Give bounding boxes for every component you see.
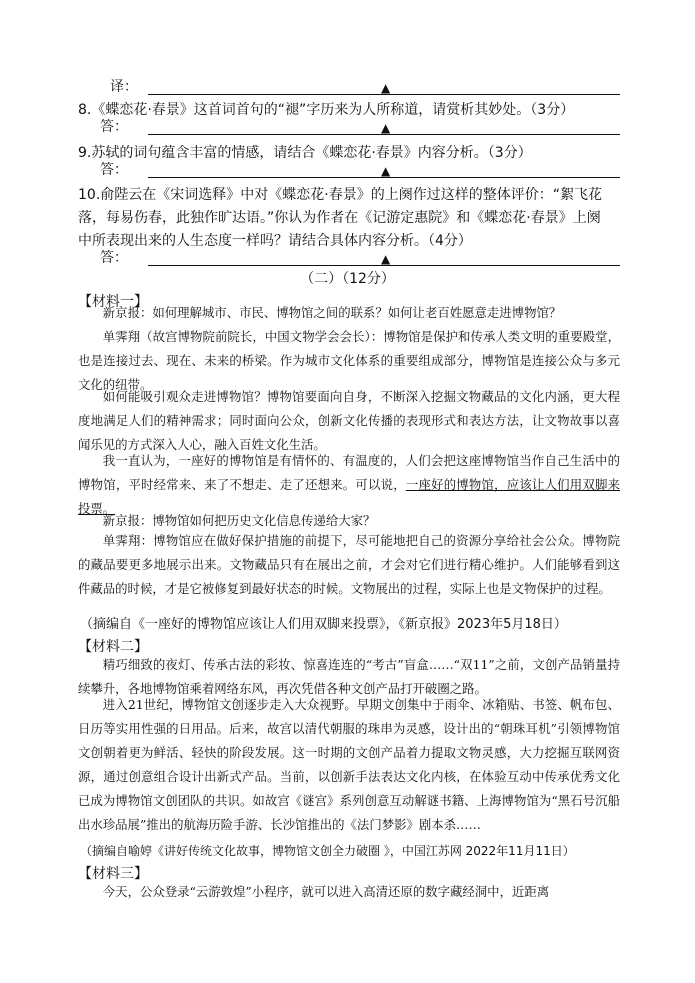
- question-8: 8.《蝶恋花·春景》这首词首句的“褪”字历来为人所称道，请赏析其妙处。（3分）: [78, 102, 575, 118]
- question-10-line-1: 10.俞陛云在《宋词选释》中对《蝶恋花·春景》的上阕作过这样的整体评价：“絮飞花: [78, 187, 602, 203]
- translate-answer-row: [100, 76, 620, 98]
- material-1-paragraph-3: 如何能吸引观众走进博物馆？博物馆要面向自身，不断深入挖掘文物藏品的文化内涵，更大程度地满足人们的精神需求；同时面向公众，创新文化传播的表现形式和表达方法，让文物故事以喜闻乐见的方式深入人心，融入百姓文化生活。: [78, 389, 620, 452]
- answer-marker-icon: ▲: [381, 252, 391, 266]
- answer-marker-icon: ▲: [381, 121, 391, 135]
- q8-answer-label: 答：: [100, 119, 128, 135]
- material-3-heading: 【材料三】: [78, 866, 148, 882]
- material-1-source: （摘编自《一座好的博物馆应该让人们用双脚来投票》，《新京报》2023年5月18日）: [80, 617, 567, 632]
- question-10-line-3: 中所表现出来的人生态度一样吗？请结合具体内容分析。（4分）: [78, 233, 472, 249]
- q10-answer-row: [100, 247, 620, 269]
- material-2-paragraph-1: 精巧细致的夜灯、传承古法的彩妆、惊喜连连的“考古”盲盒……“双11”之前，文创产品销量持续攀升，各地博物馆乘着网络东风，再次凭借各种文创产品打开破圈之路。: [78, 657, 620, 696]
- material-3-paragraph-1: 今天，公众登录“云游敦煌”小程序，就可以进入高清还原的数字藏经洞中，近距离: [102, 884, 550, 899]
- material-1-paragraph-1: 新京报：如何理解城市、市民、博物馆之间的联系？如何让老百姓愿意走进博物馆？: [102, 305, 562, 320]
- q9-answer-row: [100, 159, 620, 181]
- q10-answer-label: 答：: [100, 250, 128, 266]
- question-9: 9.苏轼的词句蕴含丰富的情感，请结合《蝶恋花·春景》内容分析。（3分）: [78, 145, 532, 161]
- material-2-paragraph-2: 进入21世纪，博物馆文创逐步走入大众视野。早期文创集中于雨伞、冰箱贴、书签、帆布包、日历等实用性强的日用品。后来，故宫以清代朝服的珠串为灵感，设计出的“朝珠耳机”引领博物馆文创朝着更为鲜活、轻快的阶段发展。这一时期的文创产品着力提取文物灵感，大力挖掘互联网资源，通过创意组合设计出新式产品。当前，以创新手法表达文化内核，在体验互动中传承优秀文化已成为博物馆文创团队的共识。如故宫《谜宫》系列创意互动解谜书籍、上海博物馆为“黑石号沉船出水珍品展”推出的航海历险手游、长沙馆推出的《法门梦影》剧本杀……: [78, 697, 620, 832]
- underlined-key-sentence: 一座好的博物馆，应该让人们用双脚来投票。: [78, 477, 621, 516]
- translate-label: 译：: [110, 79, 138, 95]
- section-2-title: （二）（12分）: [300, 271, 395, 287]
- material-1-heading: 【材料一】: [78, 294, 148, 310]
- q8-answer-row: [100, 116, 620, 138]
- material-2-heading: 【材料二】: [78, 639, 148, 655]
- material-1-paragraph-5: 新京报：博物馆如何把历史文化信息传递给大家？: [102, 513, 376, 528]
- material-2-source: （摘编自喻婷《讲好传统文化故事，博物馆文创全力破圈 》，中国江苏网 2022年11月11日）: [80, 844, 575, 858]
- material-1-paragraph-6: 单霁翔：博物馆应在做好保护措施的前提下，尽可能地把自己的资源分享给社会公众。博物院的藏品要更多地展示出来。文物藏品只有在展出之前，才会对它们进行精心维护。人们能够看到这件藏品的时候，才是它被修复到最好状态的时候。文物展出的过程，实际上也是文物保护的过程。: [78, 533, 620, 596]
- material-1-paragraph-2: 单霁翔（故宫博物院前院长，中国文物学会会长）：博物馆是保护和传承人类文明的重要殿堂，也是连接过去、现在、未来的桥梁。作为城市文化体系的重要组成部分，博物馆是连接公众与多元文化的纽带。: [78, 329, 620, 392]
- paragraph-4-text: 我一直认为，一座好的博物馆是有情怀的、有温度的，人们会把这座博物馆当作自己生活中的博物馆，平时经常来、来了不想走、走了还想来。可以说，: [78, 453, 620, 492]
- answer-marker-icon: ▲: [381, 164, 391, 178]
- q9-answer-label: 答：: [100, 162, 128, 178]
- question-10-line-2: 落，每易伤春，此独作旷达语。”你认为作者在《记游定惠院》和《蝶恋花·春景》上阕: [78, 210, 601, 226]
- answer-marker-icon: ▲: [381, 81, 391, 95]
